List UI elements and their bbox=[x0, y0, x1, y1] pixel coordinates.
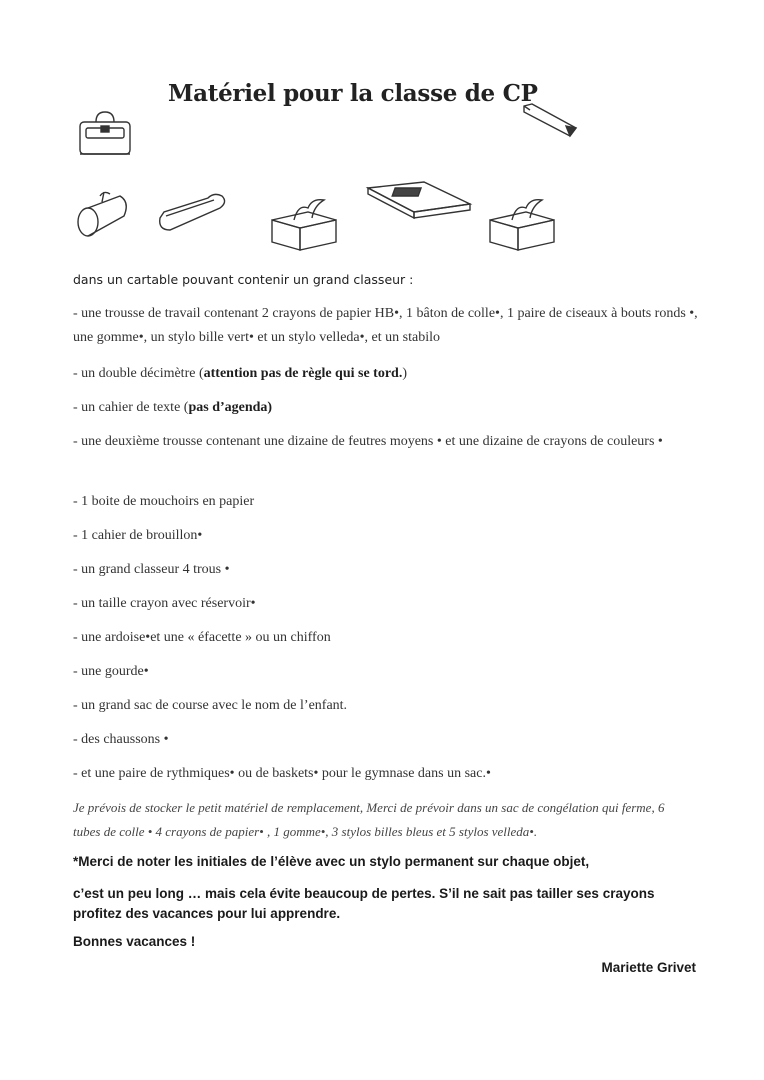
initials-note: *Merci de noter les initiales de l’élève avec un stylo permanent sur chaque objet, bbox=[73, 854, 590, 869]
closing-greeting: Bonnes vacances ! bbox=[73, 934, 196, 949]
binder-icon bbox=[364, 180, 474, 228]
list-item: - 1 boite de mouchoirs en papier bbox=[73, 494, 255, 509]
list-item: - une deuxième trousse contenant une dizaine de feutres moyens • et une dizaine de crayons de couleurs • bbox=[73, 434, 663, 449]
schoolbag-icon bbox=[74, 108, 136, 160]
tissue-box-icon bbox=[268, 194, 340, 254]
intro-line: dans un cartable pouvant contenir un grand classeur : bbox=[73, 272, 414, 287]
pencil-case-round-icon bbox=[74, 188, 134, 244]
pencil-case-flat-icon bbox=[154, 190, 234, 236]
list-item: - une trousse de travail contenant 2 crayons de papier HB•, 1 bâton de colle•, 1 paire de ciseaux à bouts ronds •, une gomme•, un stylo bille vert• et un stylo velleda•, et un stabilo bbox=[73, 306, 698, 345]
list-item: - un grand classeur 4 trous • bbox=[73, 562, 230, 577]
losses-note: c’est un peu long … mais cela évite beaucoup de pertes. S’il ne sait pas tailler ses crayons profitez des vacances pour lui apprendre. bbox=[73, 886, 655, 921]
list-item: - et une paire de rythmiques• ou de baskets• pour le gymnase dans un sac.• bbox=[73, 766, 491, 781]
list-item: - une ardoise•et une « éfacette » ou un chiffon bbox=[73, 630, 331, 645]
list-item: - des chaussons • bbox=[73, 732, 169, 747]
list-item: - un grand sac de course avec le nom de l’enfant. bbox=[73, 698, 348, 713]
list-item: - 1 cahier de brouillon• bbox=[73, 528, 203, 543]
tissue-box-icon bbox=[486, 194, 558, 254]
list-item: - un taille crayon avec réservoir• bbox=[73, 596, 256, 611]
replacement-note: Je prévois de stocker le petit matériel de remplacement, Merci de prévoir dans un sac de congélation qui ferme, 6 tubes de colle • 4 crayons de papier• , 1 gomme•, 3 stylos billes bleus et 5 stylos velleda•. bbox=[73, 800, 665, 839]
signature: Mariette Grivet bbox=[601, 960, 696, 975]
pencil-icon bbox=[520, 100, 582, 140]
list-item: - une gourde• bbox=[73, 664, 149, 679]
list-item: - un double décimètre (attention pas de règle qui se tord.) bbox=[73, 366, 408, 381]
list-item: - un cahier de texte (pas d’agenda) bbox=[73, 400, 273, 415]
page-title: Matériel pour la classe de CP bbox=[168, 80, 538, 107]
